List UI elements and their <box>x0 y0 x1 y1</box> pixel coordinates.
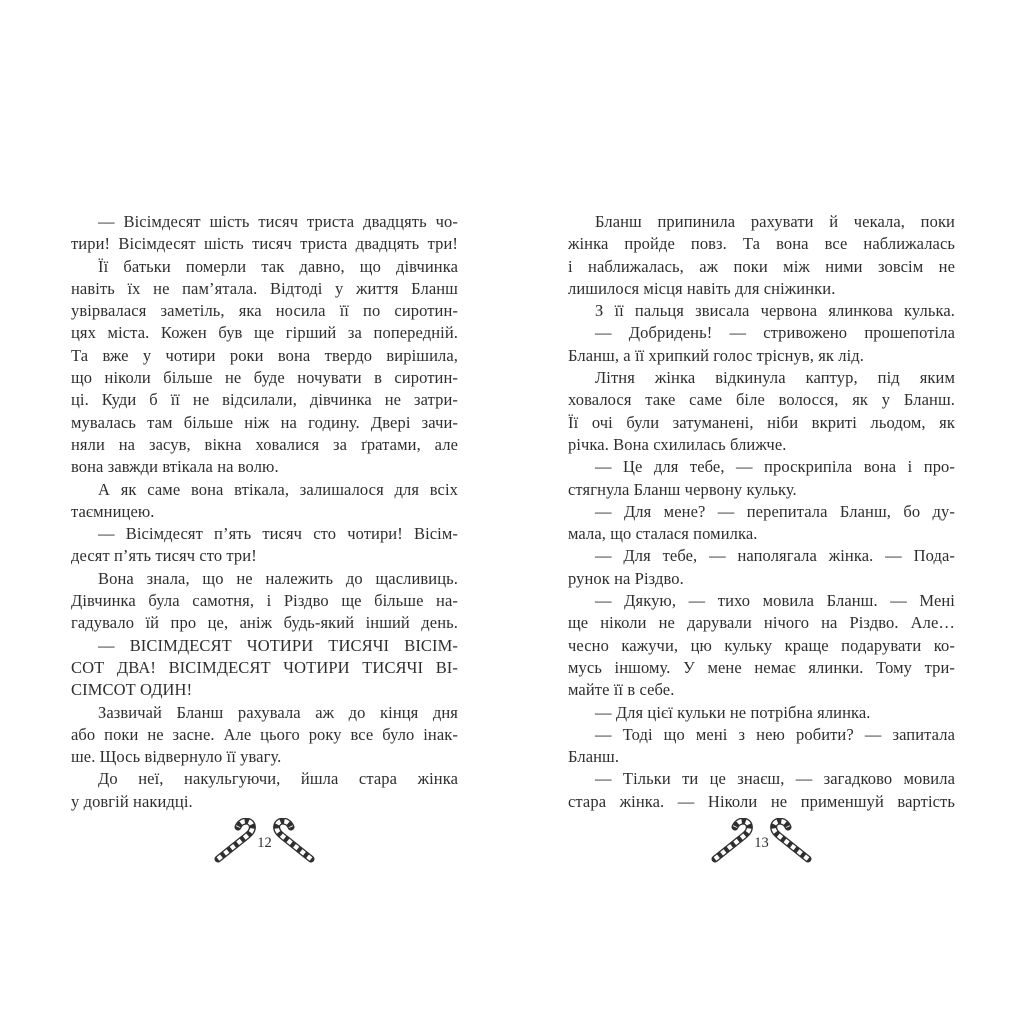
text-line: ці. Куди б її не відсилали, дівчинка не затри- <box>71 390 458 410</box>
text-line: СОТ ДВА! ВІСІМДЕСЯТ ЧОТИРИ ТИСЯЧІ ВІ- <box>71 657 458 677</box>
text-line: навіть їх не пам’ятала. Відтоді у життя Бланш <box>71 278 458 298</box>
text-line: Бланш припинила рахувати й чекала, поки <box>595 212 955 231</box>
text-line: цях міста. Кожен був ще гірший за попередній. <box>71 323 458 343</box>
page-right <box>568 211 955 864</box>
text-line: рунок на Різдво. <box>568 568 684 588</box>
text-line: Її очі були затуманені, ніби вкриті льодом, як <box>568 412 955 432</box>
text-line: — Вісімдесят п’ять тисяч сто чотири! Вісім- <box>98 524 458 544</box>
text-line: — ВІСІМДЕСЯТ ЧОТИРИ ТИСЯЧІ ВІСІМ- <box>98 635 458 655</box>
text-line: Літня жінка відкинула каптур, під яким <box>595 368 955 388</box>
text-line: — Вісімдесят шість тисяч триста двадцять чо- <box>98 212 458 231</box>
text-line: Бланш, а її хрипкий голос тріснув, як лід. <box>568 345 864 365</box>
text-line: — Для цієї кульки не потрібна ялинка. <box>595 702 871 722</box>
text-line: Та вже у чотири роки вона твердо вирішила, <box>71 345 458 365</box>
text-line: Дівчинка була самотня, і Різдво ще більше на- <box>71 591 458 611</box>
text-line: десят п’ять тисяч сто три! <box>71 546 257 566</box>
text-line: До неї, накульгуючи, йшла стара жінка <box>98 769 458 789</box>
page-footer <box>568 818 955 864</box>
text-line: Вона знала, що не належить до щасливиць. <box>98 568 458 588</box>
text-line: увірвалася заметіль, яка носила її по сиротин- <box>71 301 458 321</box>
text-line: — Для мене? — перепитала Бланш, бо ду- <box>595 501 955 521</box>
text-line: що ніколи більше не буде ночувати в сиротин- <box>71 368 458 388</box>
page-text <box>71 211 458 813</box>
text-line: або поки не засне. Але цього року все було інак- <box>71 724 458 744</box>
text-line: гадувало їй про це, аніж будь-який інший день. <box>71 613 458 633</box>
text-line: лишилося місця навіть для сніжинки. <box>568 278 836 298</box>
text-line: СІМСОТ ОДИН! <box>71 680 193 700</box>
text-line: у довгій накидці. <box>71 791 193 811</box>
text-line: — Для тебе, — наполягала жінка. — Пода- <box>595 546 955 566</box>
text-line: стара жінка. — Ніколи не применшуй вартість <box>568 791 955 811</box>
text-line: — Добридень! — стривожено прошепотіла <box>595 323 955 343</box>
text-line: — Це для тебе, — проскрипіла вона і про- <box>595 457 955 477</box>
text-line: ше. Щось відвернуло її увагу. <box>71 747 282 767</box>
page-number: 13 <box>754 835 769 852</box>
page-text <box>568 211 955 813</box>
text-line: — Тоді що мені з нею робити? — запитала <box>595 724 955 744</box>
text-line: — Тільки ти це знаєш, — загадково мовила <box>595 769 955 789</box>
page-left <box>71 211 458 864</box>
text-line: майте її в себе. <box>568 680 675 700</box>
text-line: річка. Вона схилилась ближче. <box>568 434 787 454</box>
text-line: таємницею. <box>71 501 155 521</box>
page-footer <box>71 818 458 864</box>
text-line: Бланш. <box>568 747 620 767</box>
text-line: Зазвичай Бланш рахувала аж до кінця дня <box>98 702 458 722</box>
text-line: мала, що сталася помилка. <box>568 524 758 544</box>
text-line: жінка пройде повз. Та вона все наближалась <box>568 234 955 254</box>
text-line: мусь іншому. У мене немає ялинки. Тому три- <box>568 657 955 677</box>
text-line: ще ніколи не дарували нічого на Різдво. Але… <box>568 613 955 633</box>
text-line: — Дякую, — тихо мовила Бланш. — Мені <box>595 591 955 611</box>
text-line: няли на засув, вікна ховалися за ґратами, але <box>71 434 458 454</box>
text-line: і наближалась, аж поки між ними зовсім не <box>568 256 955 276</box>
text-line: З її пальця звисала червона ялинкова кулька. <box>595 301 955 321</box>
text-line: Її батьки померли так давно, що дівчинка <box>98 256 458 276</box>
text-line: тири! Вісімдесят шість тисяч триста двадцять три! <box>71 234 458 254</box>
text-line: чесно кажучи, цю кульку краще подарувати ко- <box>568 635 955 655</box>
text-line: стягнула Бланш червону кульку. <box>568 479 797 499</box>
text-line: ховалося таке саме біле волосся, як у Бланш. <box>568 390 955 410</box>
page-number: 12 <box>257 835 272 852</box>
text-line: вона завжди втікала на волю. <box>71 457 279 477</box>
text-line: мувалась там більше ніж на годину. Двері зачи- <box>71 412 458 432</box>
text-line: А як саме вона втікала, залишалося для всіх <box>98 479 458 499</box>
